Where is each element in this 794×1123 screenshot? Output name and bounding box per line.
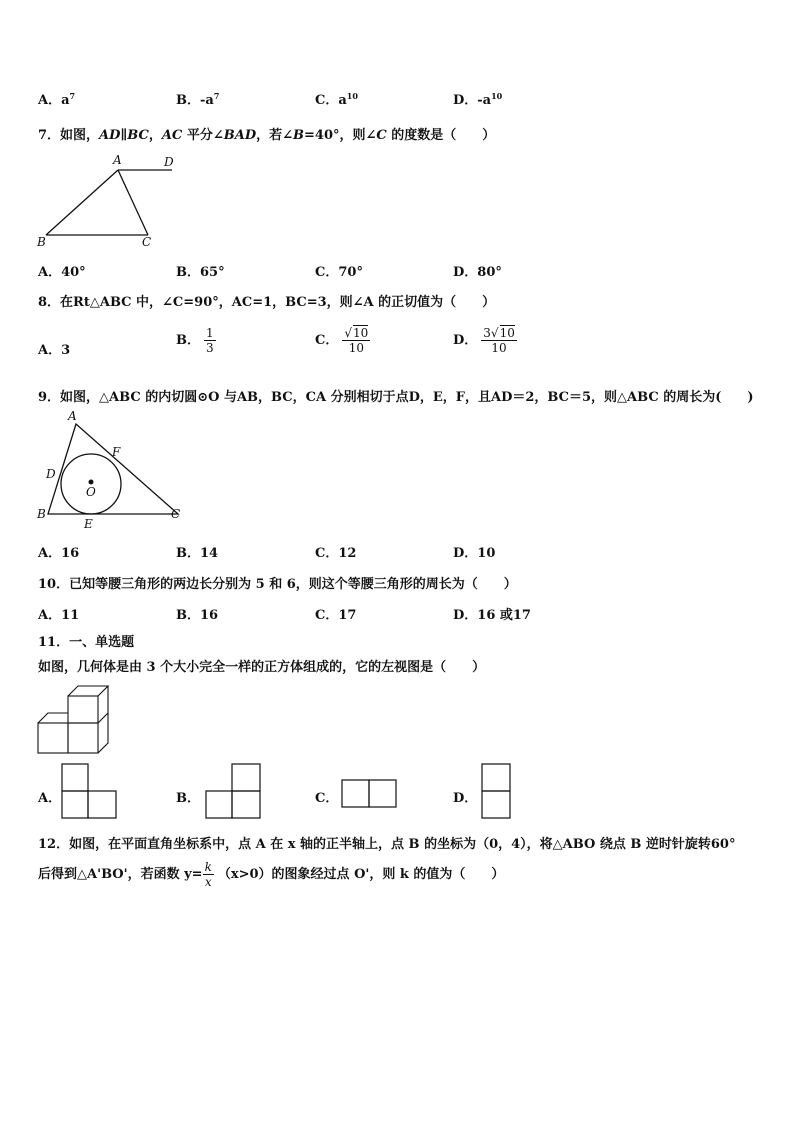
q10-option-d[interactable]: D．16 或17 [453,608,531,623]
stem-math: ∠BAD [212,128,257,143]
option-label: C． [315,93,339,108]
point-label-d: D [46,467,56,481]
point-label-d: D [164,155,174,169]
center-dot [89,480,94,485]
point-label-b: B [37,235,46,249]
q9-stem: 9．如图，△ABC 的内切圆⊙O 与AB，BC，CA 分别相切于点D，E，F，且AD＝2，BC＝5，则△ABC 的周长为( ) [38,390,754,405]
cube-bottom-right-side [98,713,108,753]
cube-bottom-left-front [38,723,68,753]
stem-text: =40°，则 [304,128,366,143]
point-label-c: C [142,235,152,249]
q8-stem: 8．在Rt△ABC 中，∠C=90°，AC=1，BC=3，则∠A 的正切值为（ ） [38,295,496,310]
cube-top-face [68,686,108,696]
fraction-numerator: 3√10 [483,326,515,340]
option-exponent: 10 [346,91,358,101]
stem-math: ∠B [282,128,305,143]
option-label: B． [176,333,200,348]
fraction [204,326,216,355]
option-label: A． [38,93,62,108]
coefficient: 3 [483,326,491,340]
fraction-numerator: √10 [344,326,369,340]
q8-option-a[interactable]: A．3 [38,343,71,358]
fraction-numerator: 1 [206,326,214,340]
q11-option-c-label[interactable]: C． [315,791,339,806]
fraction-denominator: 3 [206,341,214,355]
q6-option-b[interactable] [176,89,219,108]
option-label: B． [176,93,200,108]
q11-option-d-label[interactable]: D． [453,791,478,806]
segment-ab [46,170,118,235]
point-label-e: E [84,517,93,531]
q7-option-c[interactable]: C．70° [315,265,363,280]
option-label: D． [453,93,478,108]
q11-option-d-view[interactable] [480,762,514,820]
option-label: C． [315,333,339,348]
cube-top-front [68,696,98,723]
q7-stem [38,124,495,143]
point-label-f: F [112,445,121,459]
fraction-numerator: k [204,860,212,874]
fraction [203,860,214,889]
option-exponent: 7 [213,91,220,101]
q9-option-c[interactable]: C．12 [315,546,357,561]
stem-text: ，若 [256,128,283,143]
stem-text: 平分 [182,128,213,143]
stem-text: 后得到△A'BO'，若函数 y= [38,867,203,882]
q11-option-c-view[interactable] [340,778,402,810]
q7-option-b[interactable]: B．65° [176,265,225,280]
fraction-denominator: 10 [491,341,507,355]
q10-option-a[interactable]: A．11 [38,608,80,623]
option-base: -a [200,93,214,108]
option-base: a [338,93,347,108]
q12-stem-line-2 [38,860,504,889]
triangle-abc [48,424,178,514]
q11-option-b-label[interactable]: B． [176,791,200,806]
option-exponent: 10 [491,91,503,101]
stem-math: AD∥BC [99,128,149,143]
q8-option-d[interactable] [453,326,517,355]
q9-option-d[interactable]: D．10 [453,546,496,561]
q11-cube-figure [36,684,116,756]
point-label-a: A [113,153,122,167]
q8-option-c[interactable] [315,326,370,355]
q7-option-d[interactable]: D．80° [453,265,502,280]
q9-option-a[interactable]: A．16 [38,546,80,561]
point-label-b: B [37,507,46,521]
point-label-o: O [86,485,96,499]
fraction [342,326,370,355]
stem-text: 的度数是（ ） [386,128,496,143]
option-base: a [61,93,70,108]
stem-math: ∠C [365,128,387,143]
segment-ac [118,170,148,235]
q8-option-b[interactable] [176,326,216,355]
stem-math: AC [161,128,183,143]
q9-figure [30,408,190,533]
option-exponent: 7 [69,91,76,101]
radicand: 10 [353,326,369,340]
fraction-denominator: 10 [348,341,364,355]
q10-option-b[interactable]: B．16 [176,608,219,623]
fraction-denominator: x [204,875,212,889]
fraction [481,326,517,355]
q9-option-b[interactable]: B．14 [176,546,219,561]
q6-option-d[interactable] [453,89,502,108]
stem-text: ， [148,128,162,143]
q7-figure [30,150,190,250]
q12-stem-line-1: 12．如图，在平面直角坐标系中，点 A 在 x 轴的正半轴上，点 B 的坐标为（0，4），将△ABO 绕点 B 逆时针旋转60° [38,837,736,852]
q11-option-a-label[interactable]: A． [38,791,62,806]
option-base: -a [477,93,492,108]
q11-option-a-view[interactable] [60,762,120,820]
q11-stem: 如图，几何体是由 3 个大小完全一样的正方体组成的，它的左视图是（ ） [38,660,486,675]
q11-option-b-view[interactable] [204,762,264,820]
option-label: D． [453,333,478,348]
q7-option-a[interactable]: A．40° [38,265,86,280]
q10-option-c[interactable]: C．17 [315,608,357,623]
stem-text: 7．如图， [38,128,100,143]
cube-bottom-right-front [68,723,98,753]
stem-text: （x>0）的图象经过点 O'，则 k 的值为（ ） [217,867,505,882]
q6-option-c[interactable] [315,89,358,108]
q11-header: 11．一、单选题 [38,635,135,650]
q6-option-a[interactable] [38,89,75,108]
cube-bottom-left-top [38,713,68,723]
point-label-a: A [68,409,77,423]
q10-stem: 10．已知等腰三角形的两边长分别为 5 和 6，则这个等腰三角形的周长为（ ） [38,577,517,592]
radicand: 10 [499,326,515,340]
point-label-c: C [171,507,181,521]
